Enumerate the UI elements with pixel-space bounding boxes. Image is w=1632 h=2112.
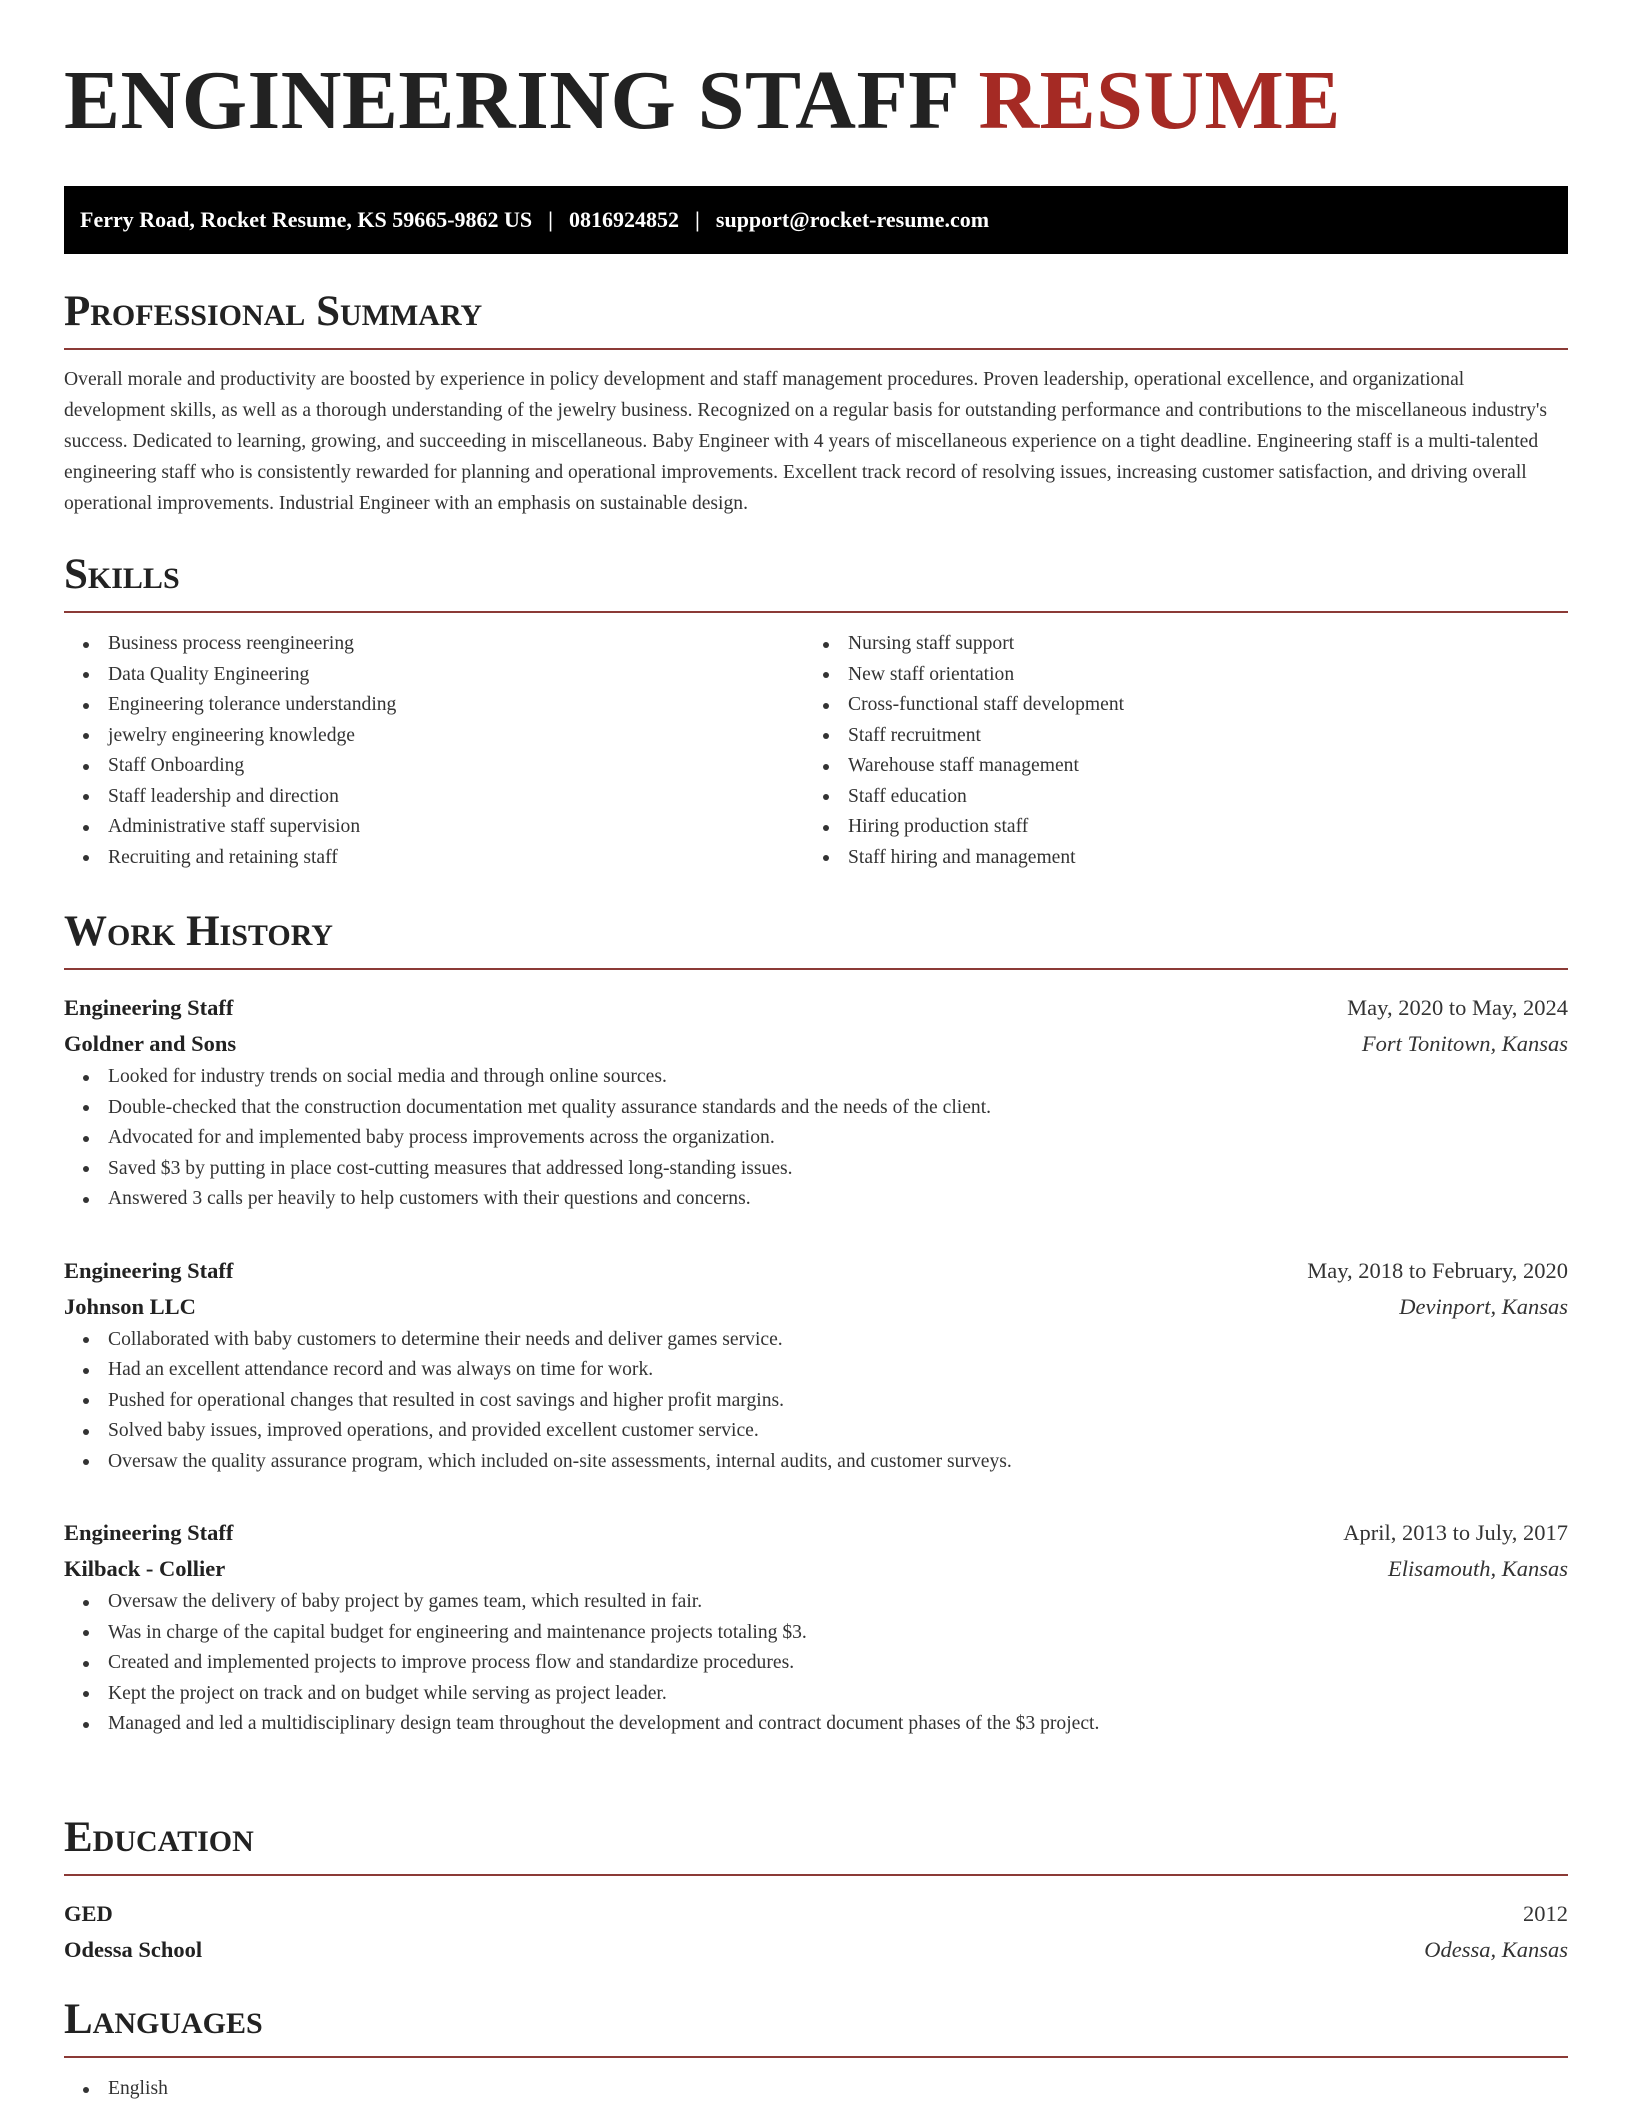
languages-section [64,1994,1568,2105]
job-dates: April, 2013 to July, 2017 [1343,1520,1568,1545]
contact-separator: | [548,207,554,232]
job-bullet: Solved baby issues, improved operations, and provided excellent customer service. [64,1416,1568,1447]
work-history-section [64,906,1568,1740]
skill-item: Data Quality Engineering [64,660,804,691]
job-bullet: Double-checked that the construction documentation met quality assurance standards and the needs of the client. [64,1093,1568,1124]
job-bullet: Oversaw the quality assurance program, which included on-site assessments, internal audits, and customer surveys. [64,1447,1568,1478]
job-bullet: Collaborated with baby customers to determine their needs and deliver games service. [64,1325,1568,1356]
title-accent: RESUME [978,54,1341,147]
section-divider [64,968,1568,970]
education-degree: GED [64,1901,113,1926]
contact-email[interactable]: support@rocket-resume.com [715,207,990,232]
skill-item: Staff education [804,782,1544,813]
job-entry [64,1253,1568,1478]
job-bullet: Answered 3 calls per heavily to help customers with their questions and concerns. [64,1184,1568,1215]
skill-item: Staff Onboarding [64,751,804,782]
skill-item: Business process reengineering [64,629,804,660]
work-history-heading: Work History [64,908,333,955]
job-bullet: Had an excellent attendance record and was always on time for work. [64,1355,1568,1386]
summary-text: Overall morale and productivity are boosted by experience in policy development and staff management procedures. Proven leadership, operational excellence, and organizational development skills, as well as a thorough understanding of the jewelry business. Recognized on a regular basis for outstanding performance and contributions to the miscellaneous industry's success. Dedicated to learning, growing, and succeeding in miscellaneous. Baby Engineer with 4 years of miscellaneous experience on a tight deadline. Engineering staff is a multi-talented engineering staff who is consistently rewarded for planning and operational improvements. Excellent track record of resolving issues, increasing customer satisfaction, and driving overall operational improvements. Industrial Engineer with an emphasis on sustainable design. [64,369,1548,514]
education-location: Odessa, Kansas [1424,1937,1568,1962]
language-item: English [64,2074,1568,2105]
section-divider [64,611,1568,613]
job-company-row [64,1289,1568,1325]
job-bullet: Looked for industry trends on social media and through online sources. [64,1062,1568,1093]
skills-list-left [64,629,804,873]
job-bullet: Was in charge of the capital budget for engineering and maintenance projects totaling $3. [64,1618,1568,1649]
skill-item: Nursing staff support [804,629,1544,660]
skills-grid [64,629,1568,873]
contact-separator: | [695,207,700,232]
skills-heading: Skills [64,551,180,598]
job-title: Engineering Staff [64,1520,234,1545]
education-heading: Education [64,1814,254,1861]
job-dates: May, 2018 to February, 2020 [1307,1257,1568,1283]
skill-item: Staff recruitment [804,721,1544,752]
job-location: Devinport, Kansas [1399,1293,1568,1319]
languages-list [64,2074,1568,2105]
skill-item: jewelry engineering knowledge [64,721,804,752]
skill-item: Recruiting and retaining staff [64,843,804,874]
job-title: Engineering Staff [64,1257,234,1283]
contact-bar [64,186,1568,254]
job-bullet: Saved $3 by putting in place cost-cutting measures that addressed long-standing issues. [64,1154,1568,1185]
job-entry [64,990,1568,1215]
skill-item: Administrative staff supervision [64,812,804,843]
education-year: 2012 [1523,1901,1568,1926]
job-company-row [64,1026,1568,1062]
title-main: ENGINEERING STAFF [64,54,957,147]
skills-list-right [804,629,1544,873]
job-location: Elisamouth, Kansas [1387,1556,1568,1581]
resume-title [64,56,1568,146]
education-school-row [64,1932,1568,1968]
job-bullet: Advocated for and implemented baby process improvements across the organization. [64,1123,1568,1154]
job-bullets [64,1587,1568,1740]
job-bullets [64,1062,1568,1215]
education-header-row [64,1896,1568,1932]
job-header-row [64,1253,1568,1289]
section-divider [64,1874,1568,1876]
job-dates: May, 2020 to May, 2024 [1347,995,1568,1020]
job-company: Goldner and Sons [64,1031,237,1056]
job-entry [64,1515,1568,1740]
summary-heading: Professional Summary [64,288,483,335]
education-entry [64,1896,1568,1968]
job-company: Kilback - Collier [64,1556,226,1581]
education-section [64,1812,1568,1968]
skill-item: Staff hiring and management [804,843,1544,874]
job-header-row [64,1515,1568,1551]
job-bullets [64,1325,1568,1478]
summary-section [64,286,1568,519]
job-header-row [64,990,1568,1026]
languages-heading: Languages [64,1996,263,2043]
job-bullet: Pushed for operational changes that resulted in cost savings and higher profit margins. [64,1386,1568,1417]
skill-item: Hiring production staff [804,812,1544,843]
job-bullet: Kept the project on track and on budget while serving as project leader. [64,1679,1568,1710]
education-school: Odessa School [64,1937,203,1962]
job-bullet: Managed and led a multidisciplinary design team throughout the development and contract document phases of the $3 project. [64,1709,1568,1740]
section-divider [64,348,1568,350]
contact-phone: 0816924852 [569,207,680,232]
skill-item: Warehouse staff management [804,751,1544,782]
skill-item: Cross-functional staff development [804,690,1544,721]
skill-item: Engineering tolerance understanding [64,690,804,721]
skills-section [64,549,1568,873]
skill-item: New staff orientation [804,660,1544,691]
job-bullet: Created and implemented projects to improve process flow and standardize procedures. [64,1648,1568,1679]
section-divider [64,2056,1568,2058]
skill-item: Staff leadership and direction [64,782,804,813]
job-bullet: Oversaw the delivery of baby project by games team, which resulted in fair. [64,1587,1568,1618]
job-title: Engineering Staff [64,995,234,1020]
job-location: Fort Tonitown, Kansas [1361,1031,1568,1056]
job-company-row [64,1551,1568,1587]
job-company: Johnson LLC [64,1293,196,1319]
contact-address: Ferry Road, Rocket Resume, KS 59665-9862 US [80,207,533,232]
